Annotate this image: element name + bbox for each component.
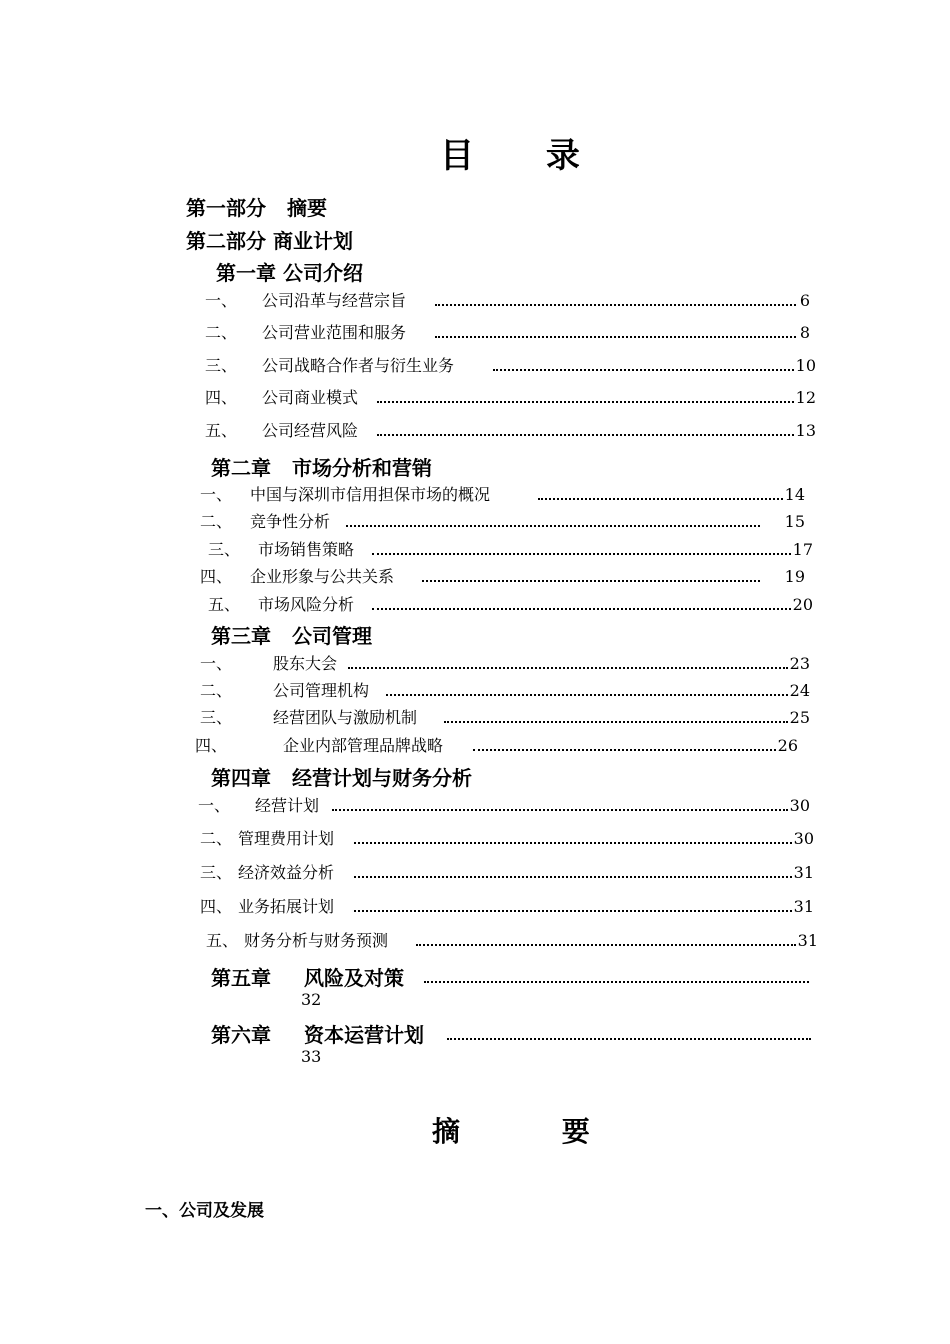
toc-entry[interactable] [195,736,798,756]
toc-entry-page: 23 [789,654,810,673]
toc-leader-dots [386,694,788,696]
toc-entry-page: 24 [789,681,810,700]
toc-entry-number: 三、 [208,540,241,559]
toc-entry-number: 一、 [205,291,238,310]
toc-leader-dots [493,369,794,371]
toc-entry[interactable] [200,512,805,532]
chapter-2-heading: 第二章 市场分析和营销 [211,456,432,480]
toc-entry-page: 6 [799,291,810,310]
toc-leader-dots [435,336,796,338]
toc-entry[interactable] [206,931,818,951]
toc-entry-number: 四、 [200,897,233,916]
toc-entry-text: 业务拓展计划 [238,897,335,916]
toc-leader-dots [377,401,794,403]
toc-entry-page: 13 [795,421,816,440]
toc-leader-dots [435,304,796,306]
toc-entry-page: 20 [792,595,813,614]
toc-leader-dots [447,1038,811,1040]
toc-entry-number: 四、 [200,567,233,586]
toc-entry-page: 12 [795,388,816,407]
toc-entry-page: 31 [797,931,818,950]
toc-entry[interactable] [205,356,816,376]
toc-entry-text: 公司商业模式 [262,388,359,407]
part-two-heading: 第二部分 商业计划 [186,229,353,253]
toc-entry-page: 31 [793,897,814,916]
section-1-heading: 一、公司及发展 [145,1201,264,1221]
toc-entry[interactable] [200,863,814,883]
toc-entry-number: 三、 [205,356,238,375]
toc-entry-text: 公司经营风险 [262,421,359,440]
toc-entry[interactable] [205,388,816,408]
toc-chapter-5-entry[interactable] [211,962,809,988]
toc-entry-page: 31 [793,863,814,882]
toc-leader-dots [348,667,788,669]
toc-entry-page: 8 [799,323,810,342]
toc-entry-text: 财务分析与财务预测 [244,931,389,950]
toc-entry-number: 五、 [205,421,238,440]
toc-entry[interactable] [200,708,810,728]
summary-title: 摘 要 [432,1115,636,1148]
toc-entry-text: 经济效益分析 [238,863,335,882]
toc-entry-text: 市场销售策略 [258,540,355,559]
chapter-4-heading: 第四章 经营计划与财务分析 [211,766,472,790]
toc-entry-number: 三、 [200,708,233,727]
toc-entry-text: 竞争性分析 [250,512,331,531]
toc-entry-text: 经营团队与激励机制 [273,708,418,727]
toc-entry-text: 经营计划 [255,796,320,815]
toc-entry-page: 26 [777,736,798,755]
toc-entry-number: 二、 [200,681,233,700]
chapter-3-heading: 第三章 公司管理 [211,624,372,648]
toc-entry[interactable] [198,796,810,816]
toc-entry[interactable] [208,540,813,560]
toc-leader-dots [332,809,788,811]
toc-entry[interactable] [200,681,810,701]
toc-entry-page: 30 [793,829,814,848]
toc-leader-dots [354,910,792,912]
toc-entry-text: 企业内部管理品牌战略 [283,736,444,755]
toc-entry[interactable] [200,567,805,587]
toc-leader-dots [424,981,809,983]
toc-leader-dots [346,525,760,527]
toc-leader-dots [372,553,791,555]
toc-entry-text: 公司管理机构 [273,681,370,700]
toc-leader-dots [422,580,760,582]
toc-entry[interactable] [200,897,814,917]
toc-title: 目 录 [440,136,610,176]
toc-entry-text: 公司战略合作者与衍生业务 [262,356,455,375]
toc-leader-dots [473,749,776,751]
toc-entry-page: 25 [789,708,810,727]
toc-entry-text: 中国与深圳市信用担保市场的概况 [250,485,491,504]
part-one-heading: 第一部分 摘要 [186,196,327,220]
chapter-5-page: 32 [301,990,322,1009]
toc-entry[interactable] [208,595,813,615]
toc-entry-number: 五、 [206,931,239,950]
toc-entry-number: 三、 [200,863,233,882]
toc-entry-page: 10 [795,356,816,375]
toc-entry[interactable] [205,323,810,343]
toc-leader-dots [354,876,792,878]
toc-entry-text: 企业形象与公共关系 [250,567,395,586]
toc-chapter-6-entry[interactable] [211,1019,811,1045]
toc-entry-number: 二、 [200,829,233,848]
toc-entry-number: 一、 [198,796,231,815]
toc-leader-dots [538,498,783,500]
toc-entry-number: 二、 [200,512,233,531]
toc-leader-dots [372,608,791,610]
toc-entry-text: 管理费用计划 [238,829,335,848]
chapter-6-page: 33 [301,1047,322,1066]
toc-entry-number: 二、 [205,323,238,342]
toc-leader-dots [444,721,788,723]
chapter-6-heading: 第六章 资本运营计划 [211,1023,424,1047]
toc-entry[interactable] [205,291,810,311]
toc-entry-text: 公司沿革与经营宗旨 [262,291,407,310]
toc-entry-text: 股东大会 [273,654,338,673]
toc-entry-number: 四、 [205,388,238,407]
toc-leader-dots [377,434,794,436]
chapter-5-heading: 第五章 风险及对策 [211,966,404,990]
toc-entry-text: 市场风险分析 [258,595,355,614]
toc-leader-dots [416,944,796,946]
toc-entry[interactable] [205,421,816,441]
toc-entry-page: 15 [784,512,805,531]
toc-entry[interactable] [200,654,810,674]
toc-entry-page: 30 [789,796,810,815]
toc-entry-number: 一、 [200,654,233,673]
toc-entry[interactable] [200,829,814,849]
toc-entry[interactable] [200,485,805,505]
toc-entry-text: 公司营业范围和服务 [262,323,407,342]
chapter-1-heading: 第一章 公司介绍 [216,261,363,285]
toc-leader-dots [354,842,792,844]
toc-entry-number: 一、 [200,485,233,504]
toc-entry-number: 四、 [195,736,228,755]
toc-entry-page: 14 [784,485,805,504]
toc-entry-number: 五、 [208,595,241,614]
toc-entry-page: 17 [792,540,813,559]
toc-entry-page: 19 [784,567,805,586]
